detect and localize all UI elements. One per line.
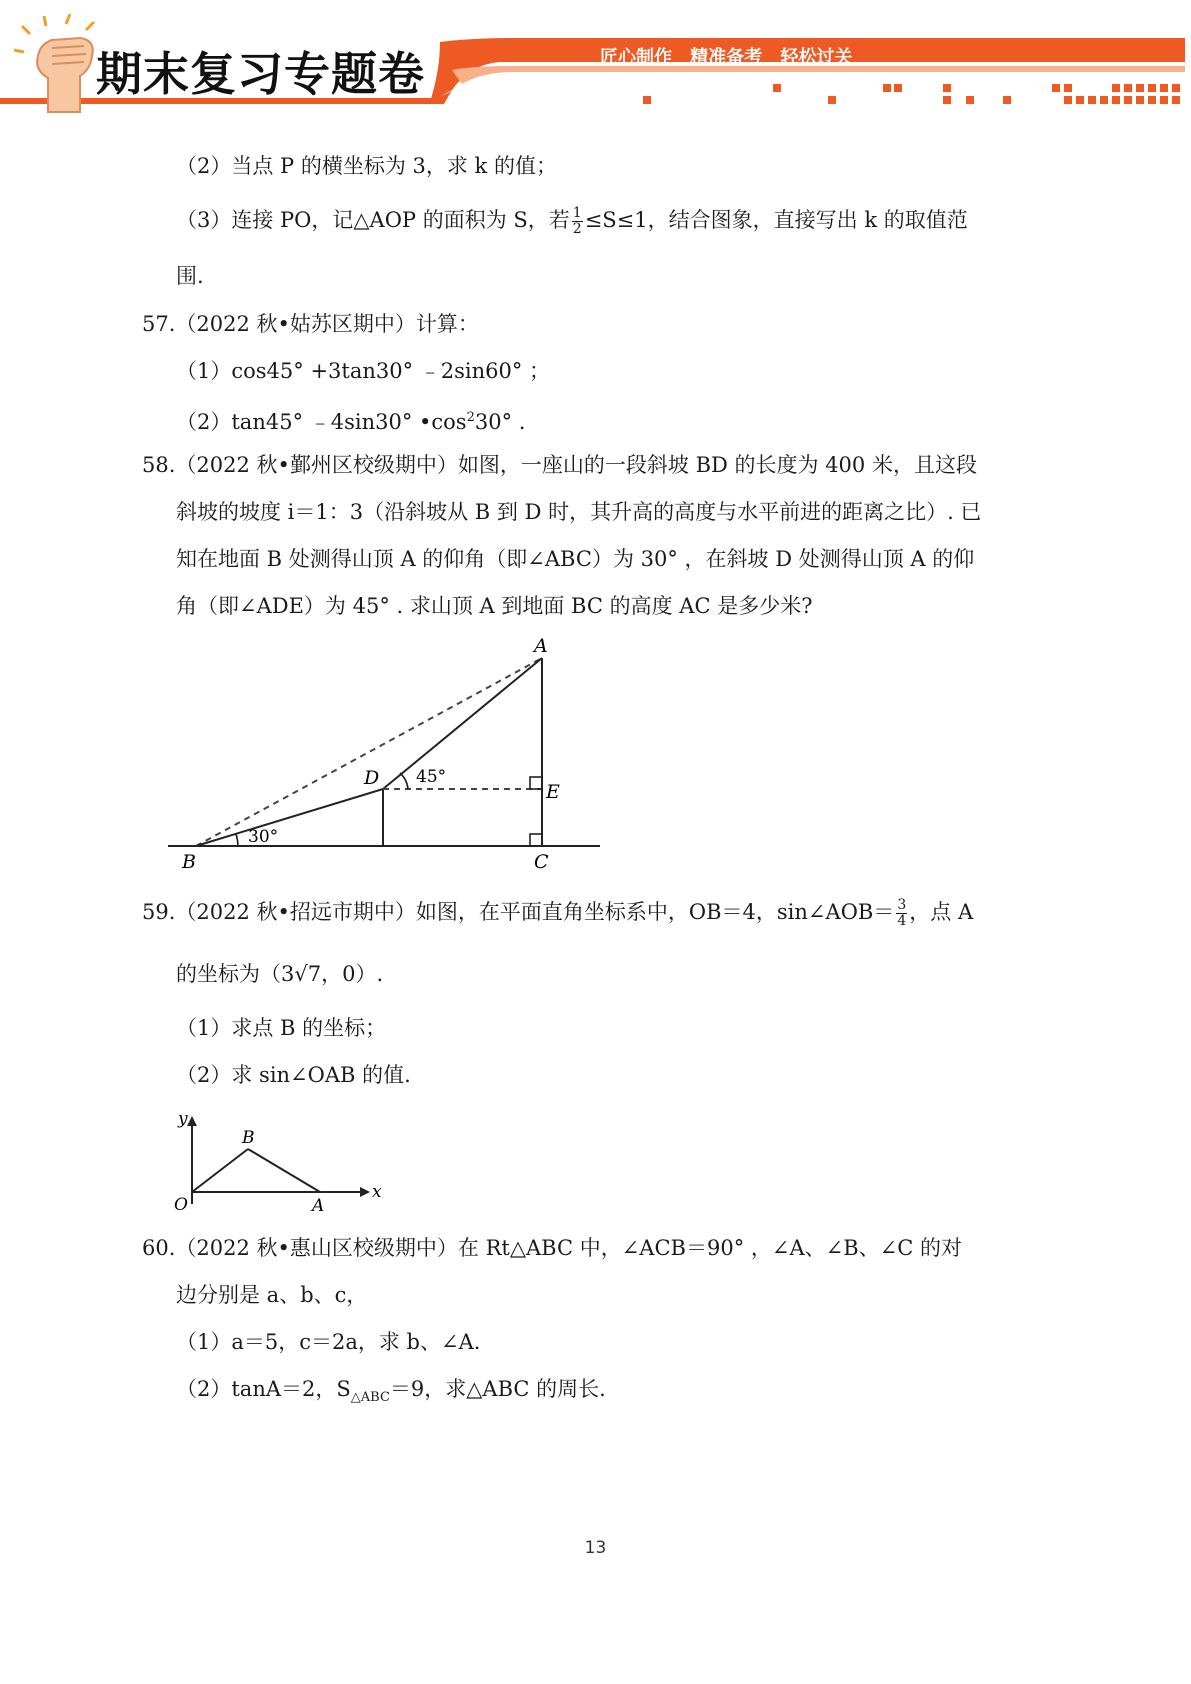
q57-part2 [176, 404, 525, 436]
q56-fraction [572, 206, 583, 237]
label-b: B [182, 851, 196, 873]
q58-figure [168, 636, 608, 876]
label-y: y [178, 1109, 188, 1129]
q59-figure [170, 1106, 380, 1216]
q57-stem: 57.（2022 秋•姑苏区期中）计算： [142, 312, 479, 336]
q57-part2-text-b: 30° . [474, 410, 526, 434]
y-axis-arrow [187, 1116, 197, 1126]
q56-part3 [176, 206, 968, 237]
q59-fraction-num: 3 [897, 897, 907, 913]
segment-ba [248, 1149, 320, 1192]
q57-exponent: 2 [466, 410, 475, 425]
q59-fraction-den: 4 [897, 913, 907, 929]
q56-part2: （2）当点 P 的横坐标为 3，求 k 的值； [176, 154, 557, 178]
q59-line1 [142, 898, 973, 929]
q60-part2 [176, 1375, 606, 1412]
angle-arc-b [236, 834, 238, 846]
q60-line1: 60.（2022 秋•惠山区校级期中）在 Rt△ABC 中，∠ACB＝90° ，∠A、∠B、∠C 的对 [142, 1236, 962, 1260]
q58-line3: 知在地面 B 处测得山顶 A 的仰角（即∠ABC）为 30° ，在斜坡 D 处测得山顶 A 的仰 [176, 547, 975, 571]
label-a: A [534, 635, 548, 657]
q59-part2: （2）求 sin∠OAB 的值. [176, 1063, 411, 1087]
angle-d-label: 45° [416, 767, 447, 787]
slope-bd [196, 789, 383, 846]
q56-part3-text-b: ≤S≤1，结合图象，直接写出 k 的取值范 [584, 208, 968, 232]
q59-part1: （1）求点 B 的坐标； [176, 1016, 387, 1040]
label-e: E [546, 781, 560, 803]
label-o: O [174, 1195, 188, 1215]
fist-icon [14, 14, 94, 112]
segment-ab-dashed [196, 658, 542, 846]
angle-arc-d [400, 773, 408, 789]
q58-line1: 58.（2022 秋•鄞州区校级期中）如图，一座山的一段斜坡 BD 的长度为 400 米，且这段 [142, 453, 977, 477]
q58-line4: 角（即∠ADE）为 45° . 求山顶 A 到地面 BC 的高度 AC 是多少米? [176, 594, 813, 618]
right-angle-c [530, 834, 542, 846]
x-axis-arrow [360, 1187, 370, 1197]
segment-da [383, 658, 542, 789]
label-d: D [364, 767, 380, 789]
q56-part3-cont: 围. [176, 264, 204, 288]
q60-part2-text-a: （2）tanA＝2，S [176, 1377, 351, 1401]
label-b: B [242, 1128, 255, 1148]
q60-subscript: △ABC [350, 1390, 390, 1406]
header-title: 期末复习专题卷 [96, 47, 425, 101]
segment-ob [192, 1149, 248, 1192]
page-number: 13 [584, 1538, 607, 1558]
q60-part2-text-b: ＝9，求△ABC 的周长. [389, 1377, 606, 1401]
label-a: A [312, 1196, 325, 1216]
q57-part2-text-a: （2）tan45° ﹣4sin30° •cos [176, 410, 467, 434]
q59-line2: 的坐标为（3√7，0）. [176, 962, 384, 986]
q59-line1-text-b: ，点 A [909, 900, 974, 924]
q59-fraction [896, 898, 907, 929]
q56-fraction-num: 1 [572, 205, 582, 221]
q56-fraction-den: 2 [572, 221, 582, 237]
q56-part3-text-a: （3）连接 PO，记△AOP 的面积为 S，若 [176, 208, 570, 232]
right-angle-e [530, 777, 542, 789]
decorative-dots [643, 84, 1180, 104]
q57-part1: （1）cos45° +3tan30° ﹣2sin60° ； [176, 359, 551, 383]
angle-b-label: 30° [248, 827, 279, 847]
header-slogan: 匠心制作 精准备考 轻松过关 [600, 47, 853, 68]
q58-line2: 斜坡的坡度 i＝1：3（沿斜坡从 B 到 D 时，其升高的高度与水平前进的距离之比）. 已 [176, 500, 982, 524]
page-header [0, 0, 1191, 120]
q60-line2: 边分别是 a、b、c， [176, 1283, 368, 1307]
q60-part1: （1）a＝5，c＝2a，求 b、∠A. [176, 1330, 481, 1354]
q59-line1-text-a: 59.（2022 秋•招远市期中）如图，在平面直角坐标系中，OB＝4，sin∠AOB＝ [142, 900, 895, 924]
label-c: C [534, 851, 549, 873]
label-x: x [372, 1182, 382, 1202]
